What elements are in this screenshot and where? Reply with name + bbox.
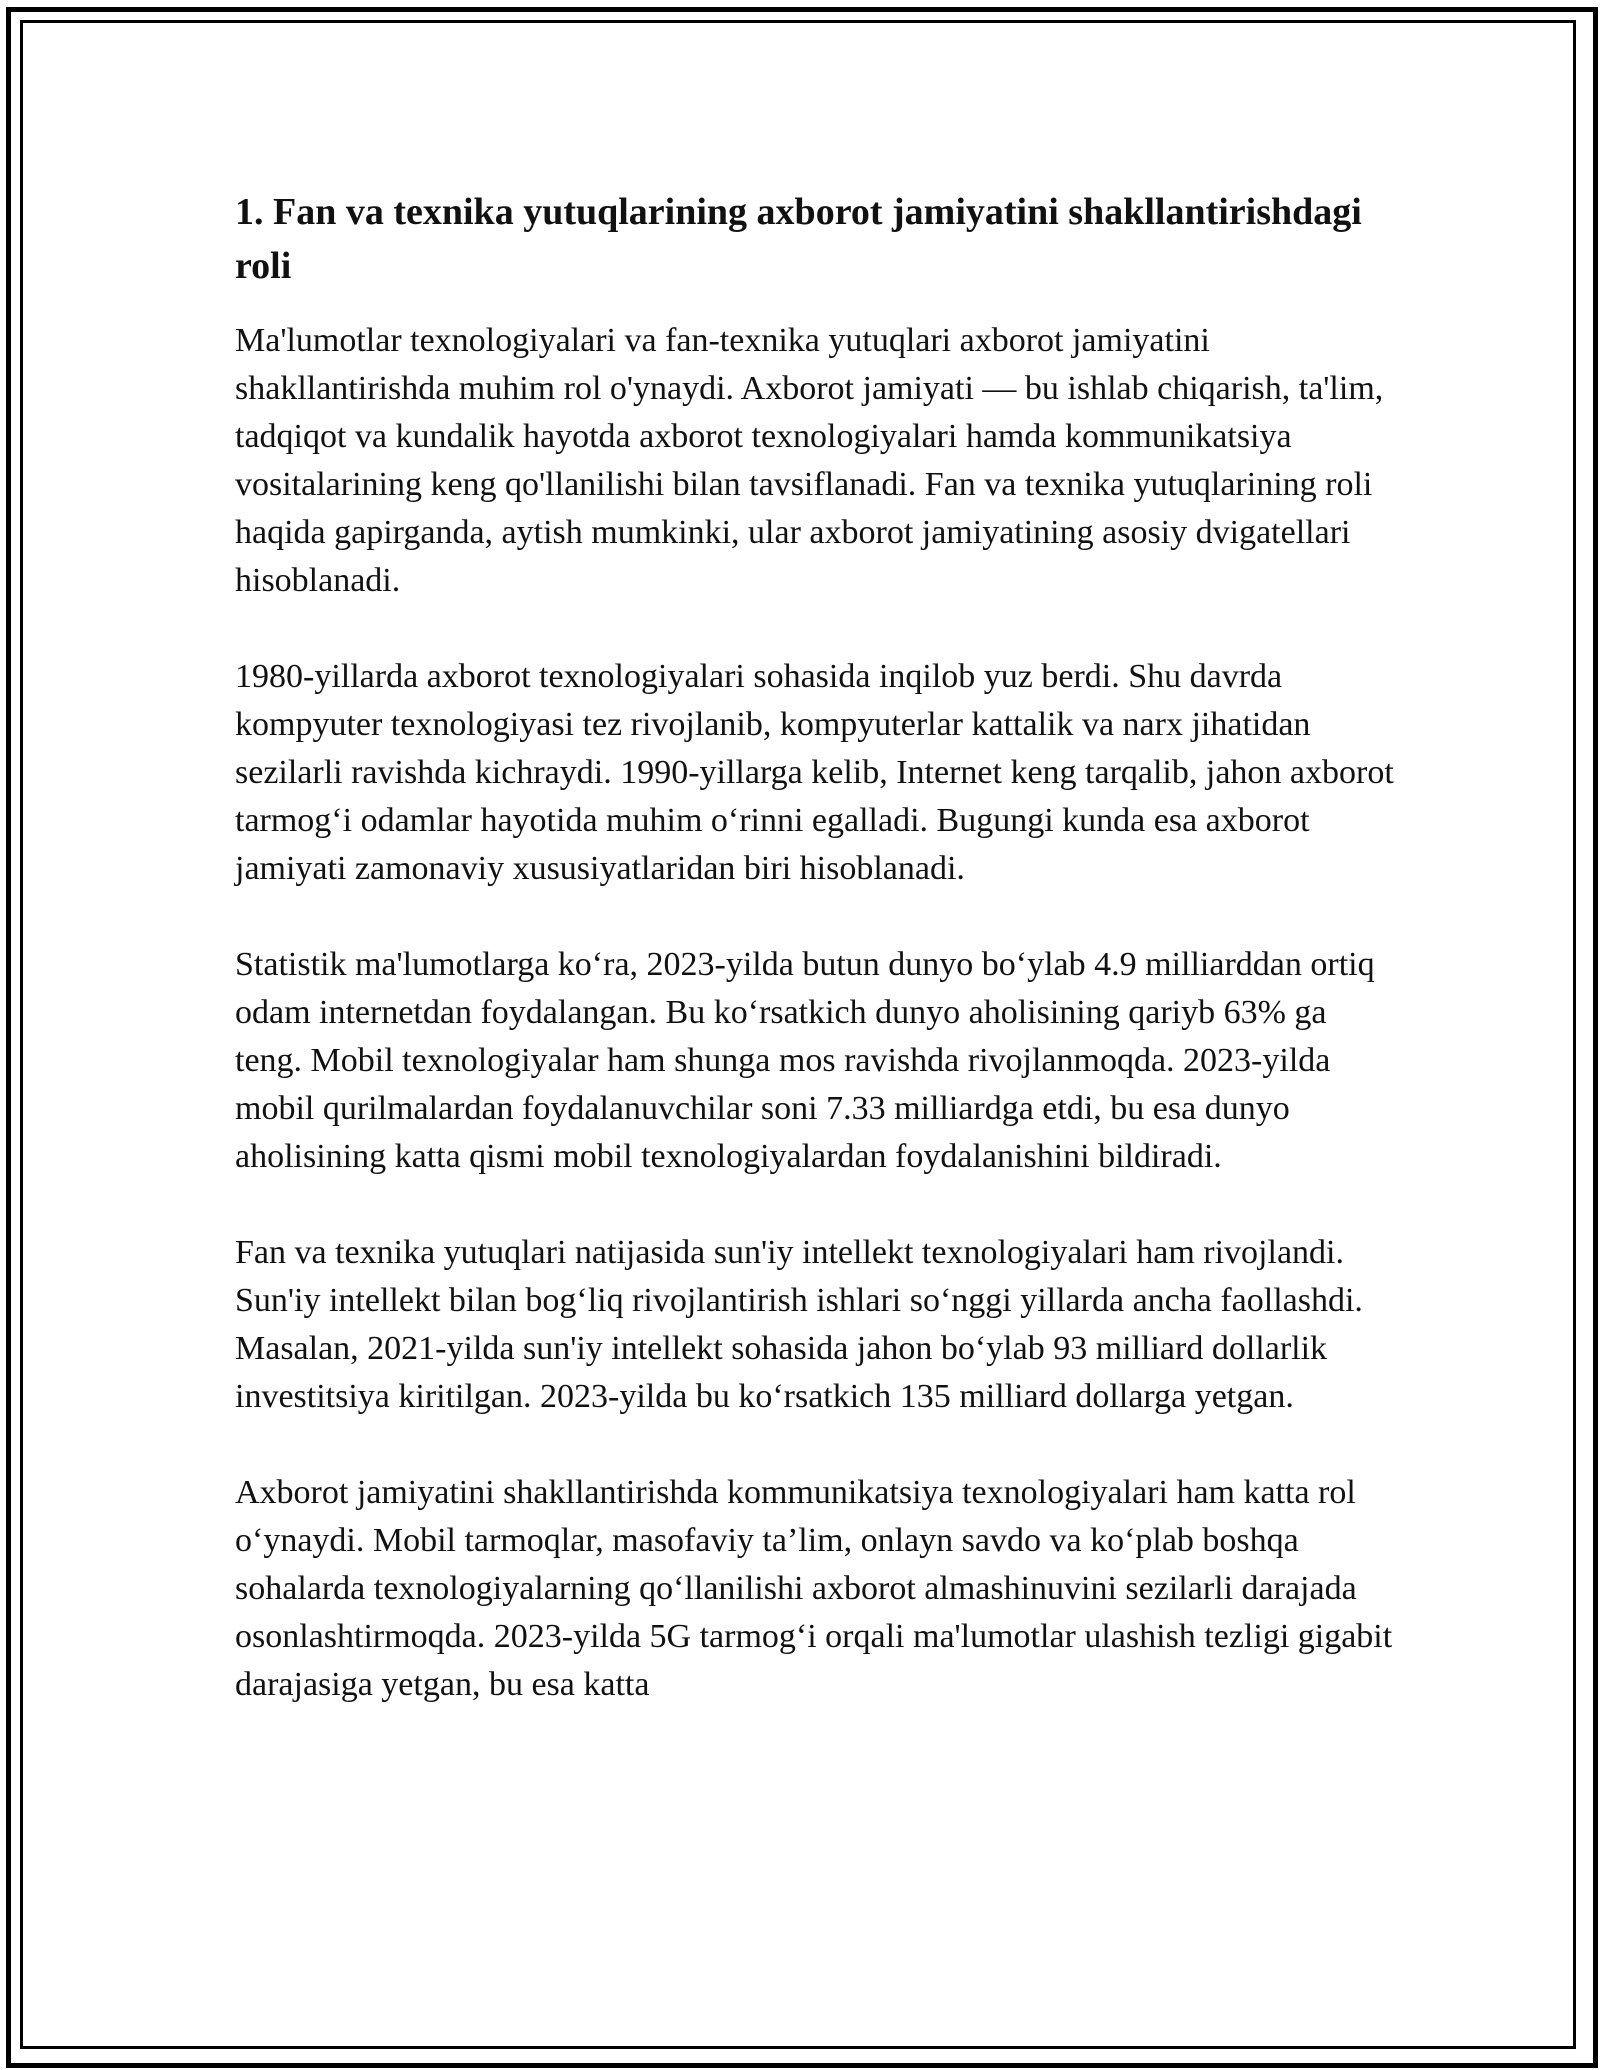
paragraph: 1980-yillarda axborot texnologiyalari sohasida inqilob yuz berdi. Shu davrda kompyuter texnologiyasi tez rivojlanib, kompyuterlar kattalik va narx jihatidan sezilarli ravishda kichraydi. 1990-yillarga kelib, Internet keng tarqalib, jahon axborot tarmog‘i odamlar hayotida muhim o‘rinni egalladi. Bugungi kunda esa axborot jamiyati zamonaviy xususiyatlaridan biri hisoblanadi. — [235, 658, 1394, 887]
paragraph: Statistik ma'lumotlarga ko‘ra, 2023-yilda butun dunyo bo‘ylab 4.9 milliarddan ortiq odam internetdan foydalangan. Bu ko‘rsatkich dunyo aholisining qariyb 63% ga teng. Mobil texnologiyalar ham shunga mos ravishda rivojlanmoqda. 2023-yilda mobil qurilmalardan foydalanuvchilar soni 7.33 milliardga etdi, bu esa dunyo aholisining katta qismi mobil texnologiyalardan foydalanishini bildiradi. — [235, 946, 1375, 1175]
paragraph: Fan va texnika yutuqlari natijasida sun'iy intellekt texnologiyalari ham rivojlandi. Sun'iy intellekt bilan bog‘liq rivojlantirish ishlari so‘nggi yillarda ancha faollashdi. Masalan, 2021-yilda sun'iy intellekt sohasida jahon bo‘ylab 93 milliard dollarlik investitsiya kiritilgan. 2023-yilda bu ko‘rsatkich 135 milliard dollarga yetgan. — [235, 1234, 1363, 1415]
paragraph: Axborot jamiyatini shakllantirishda kommunikatsiya texnologiyalari ham katta rol o‘ynaydi. Mobil tarmoqlar, masofaviy ta’lim, onlayn savdo va ko‘plab boshqa sohalarda texnologiyalarning qo‘llanilishi axborot almashinuvini sezilarli darajada osonlashtirmoqda. 2023-yilda 5G tarmog‘i orqali ma'lumotlar ulashish tezligi gigabit darajasiga yetgan, bu esa katta — [235, 1474, 1393, 1703]
document-body — [235, 185, 1395, 1757]
section-heading: 1. Fan va texnika yutuqlarining axborot jamiyatini shakllantirishdagi roli — [235, 191, 1362, 287]
paragraph: Ma'lumotlar texnologiyalari va fan-texnika yutuqlari axborot jamiyatini shakllantirishda muhim rol o'ynaydi. Axborot jamiyati — bu ishlab chiqarish, ta'lim, tadqiqot va kundalik hayotda axborot texnologiyalari hamda kommunikatsiya vositalarining keng qo'llanilishi bilan tavsiflanadi. Fan va texnika yutuqlarining roli haqida gapirganda, aytish mumkinki, ular axborot jamiyatining asosiy dvigatellari hisoblanadi. — [235, 322, 1384, 599]
